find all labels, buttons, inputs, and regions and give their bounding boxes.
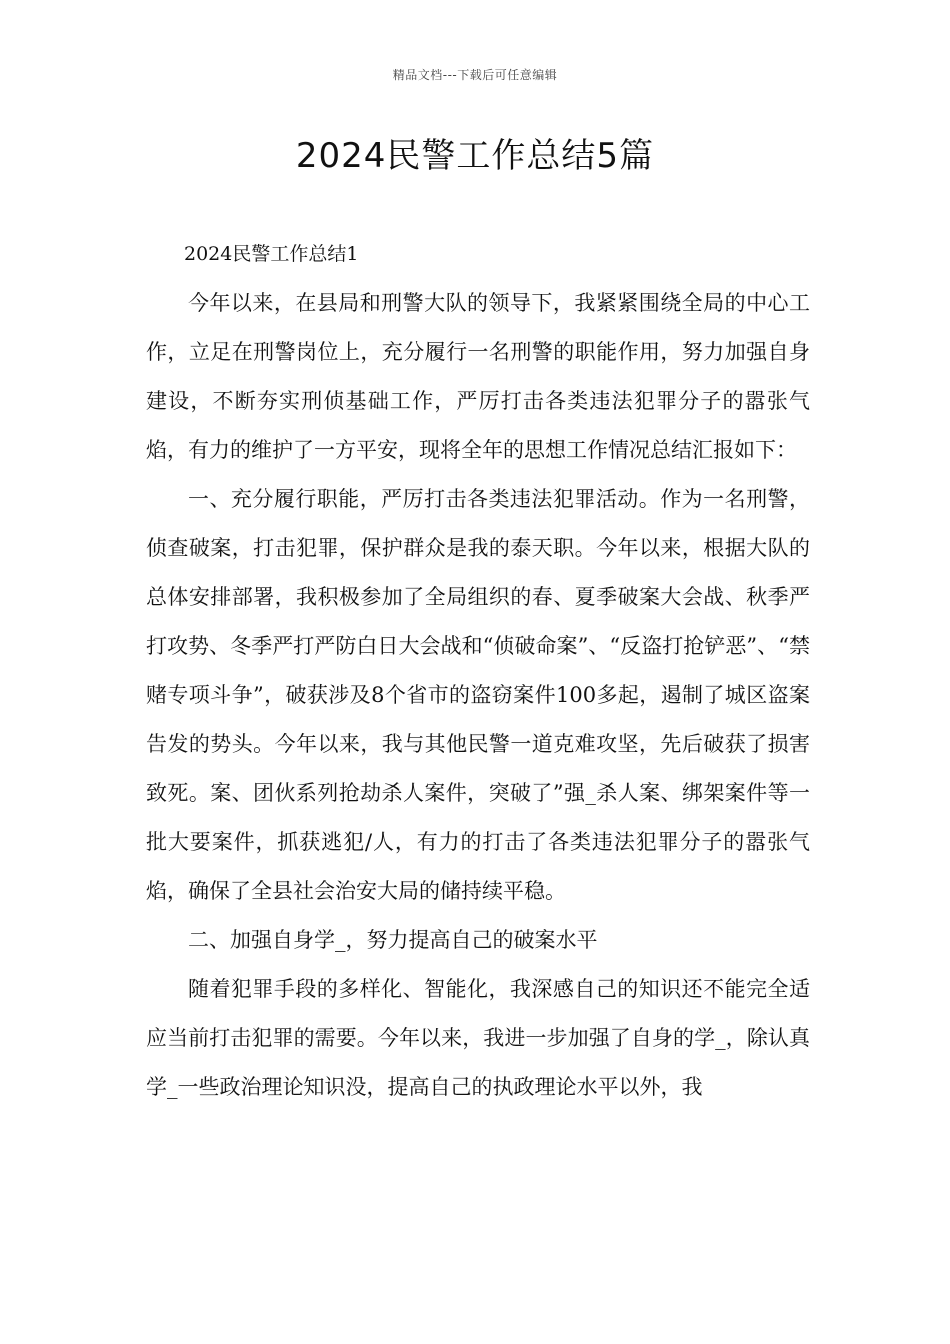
paragraph-section-two-body: 随着犯罪手段的多样化、智能化，我深感自己的知识还不能完全适应当前打击犯罪的需要。今年以来，我进一步加强了自身的学_，除认真学_一些政治理论知识没，提高自己的执政理论水平以外，我 [146,977,810,1099]
paragraph-section-two-heading: 二、加强自身学_，努力提高自己的破案水平 [188,928,598,952]
section-heading: 2024民警工作总结1 [184,243,359,265]
paragraph-section-one: 一、充分履行职能，严厉打击各类违法犯罪活动。作为一名刑警，侦查破案，打击犯罪，保护群众是我的泰天职。今年以来，根据大队的总体安排部署，我积极参加了全局组织的春、夏季破案大会战、秋季严打攻势、冬季严打严防白日大会战和“侦破命案”、“反盗打抢铲恶”、“禁赌专项斗争”，破获涉及8个省市的盗窃案件100多起，遏制了城区盗案告发的势头。今年以来，我与其他民警一道克难攻坚，先后破获了损害致死。案、团伙系列抢劫杀人案件，突破了”强_杀人案、绑架案件等一批大要案件，抓获逃犯/人，有力的打击了各类违法犯罪分子的嚣张气焰，确保了全县社会治安大局的储持续平稳。 [146,487,810,903]
paragraph-intro: 今年以来，在县局和刑警大队的领导下，我紧紧围绕全局的中心工作，立足在刑警岗位上，充分履行一名刑警的职能作用，努力加强自身建设，不断夯实刑侦基础工作，严厉打击各类违法犯罪分子的嚣张气焰，有力的维护了一方平安，现将全年的思想工作情况总结汇报如下： [146,291,810,462]
document-body [146,230,810,1112]
document-title: 2024民警工作总结5篇 [295,136,655,176]
header-note: 精品文档---下载后可任意编辑 [392,68,558,82]
